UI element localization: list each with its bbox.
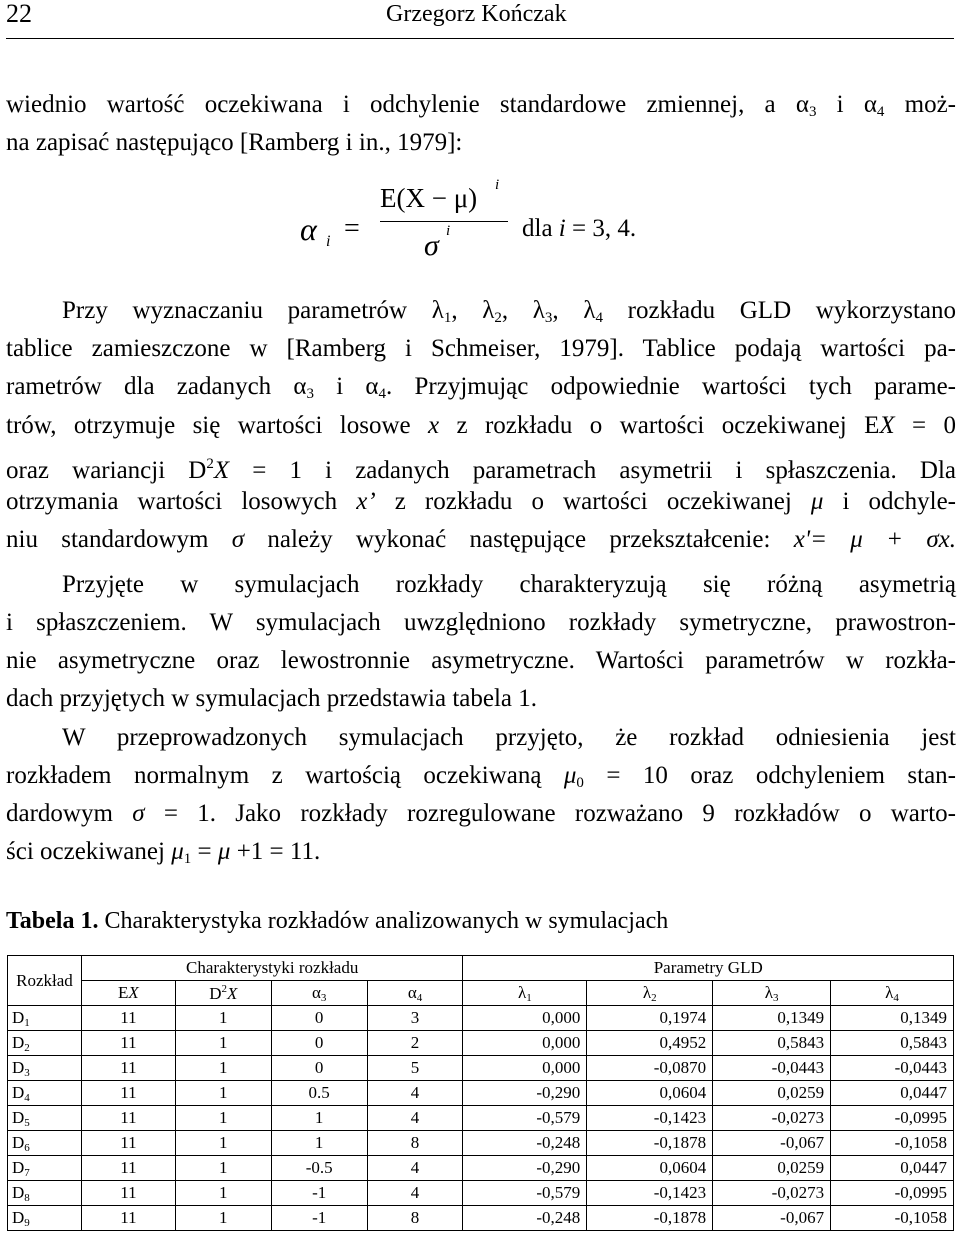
- table-cell: -0,248: [463, 1131, 587, 1156]
- table-cell: -0,1058: [831, 1206, 954, 1231]
- table-cell: -0,0443: [831, 1056, 954, 1081]
- table-cell: 1: [175, 1181, 271, 1206]
- table-cell: 0,0259: [713, 1081, 831, 1106]
- text-line: nie asymetryczne oraz lewostronnie asymetryczne. Wartości parametrów w rozkła-: [6, 647, 956, 674]
- row-label: D6: [8, 1131, 82, 1156]
- table-cell: -0,0870: [587, 1056, 713, 1081]
- table-cell: -0.5: [271, 1156, 367, 1181]
- text-line: dardowym σ = 1. Jako rozkłady rozregulowane rozważano 9 rozkładów o warto-: [6, 800, 957, 827]
- table-cell: 11: [81, 1131, 175, 1156]
- table-cell: 1: [175, 1081, 271, 1106]
- table-cell: 3: [367, 1006, 463, 1031]
- table-cell: -0,0443: [713, 1056, 831, 1081]
- page-number: 22: [6, 0, 32, 28]
- fraction-bar: [380, 221, 508, 222]
- table-cell: -0,0273: [713, 1181, 831, 1206]
- table-cell: 0,0604: [587, 1156, 713, 1181]
- table-cell: 0,000: [463, 1006, 587, 1031]
- header-cell: Rozkład: [8, 956, 82, 1006]
- row-label: D1: [8, 1006, 82, 1031]
- table-caption: Tabela 1. Charakterystyka rozkładów analizowanych w symulacjach: [6, 908, 669, 934]
- table-cell: 0,1349: [713, 1006, 831, 1031]
- row-label: D7: [8, 1156, 82, 1181]
- table-cell: 0: [271, 1006, 367, 1031]
- table-cell: 8: [367, 1206, 463, 1231]
- text-line: i spłaszczeniem. W symulacjach uwzględniono rozkłady symetryczne, prawostron-: [6, 609, 956, 636]
- table-cell: 8: [367, 1131, 463, 1156]
- table-cell: -0,1423: [587, 1106, 713, 1131]
- table-cell: 0,000: [463, 1031, 587, 1056]
- table-cell: 2: [367, 1031, 463, 1056]
- table-cell: 4: [367, 1156, 463, 1181]
- text-line: niu standardowym σ należy wykonać następujące przekształcenie: x'= μ + σx.: [6, 526, 956, 553]
- column-header: α4: [367, 981, 463, 1006]
- table-cell: 1: [271, 1131, 367, 1156]
- table-cell: 1: [175, 1156, 271, 1181]
- table-row: [8, 1081, 954, 1106]
- equation-condition: dla i = 3, 4.: [522, 215, 637, 242]
- table-cell: 0,5843: [831, 1031, 954, 1056]
- header-cell: Charakterystyki rozkładu: [81, 956, 462, 981]
- table-cell: 11: [81, 1106, 175, 1131]
- table-row: [8, 1131, 954, 1156]
- table-cell: 0,0259: [713, 1156, 831, 1181]
- page-header: [6, 0, 956, 40]
- row-label: D9: [8, 1206, 82, 1231]
- text-line: trów, otrzymuje się wartości losowe x z rozkładu o wartości oczekiwanej EX = 0: [6, 412, 956, 439]
- equation-denominator: σ: [424, 229, 439, 262]
- row-label: D2: [8, 1031, 82, 1056]
- text-line: wiednio wartość oczekiwana i odchylenie standardowe zmiennej, a $\alpha_3$ i $\alpha_4$ moż-: [6, 91, 956, 120]
- column-header: α3: [271, 981, 367, 1006]
- text-line: Przyjęte w symulacjach rozkłady charakteryzują się różną asymetrią: [62, 571, 956, 598]
- table-row: [8, 1156, 954, 1181]
- table-cell: 0,4952: [587, 1031, 713, 1056]
- table-cell: 0,0447: [831, 1081, 954, 1106]
- parameters-table: [7, 955, 954, 1231]
- row-label: D8: [8, 1181, 82, 1206]
- column-header: EX: [81, 981, 175, 1006]
- table-cell: 11: [81, 1181, 175, 1206]
- table-cell: -0,067: [713, 1206, 831, 1231]
- text-line: Przy wyznaczaniu parametrów $\lambda_1$, $\lambda_2$, $\lambda_3$, $\lambda_4$ rozkładu GLD wykorzystano: [62, 297, 957, 326]
- column-header-row: [8, 981, 954, 1006]
- row-label: D3: [8, 1056, 82, 1081]
- equation: α i = E(X − μ) i σ i dla i = 3, 4.: [300, 177, 637, 262]
- table-cell: 11: [81, 1056, 175, 1081]
- column-header: λ2: [587, 981, 713, 1006]
- table-cell: 0,1974: [587, 1006, 713, 1031]
- table-cell: 0,000: [463, 1056, 587, 1081]
- table-cell: -0,248: [463, 1206, 587, 1231]
- table-cell: -0,579: [463, 1106, 587, 1131]
- table-cell: 1: [175, 1206, 271, 1231]
- text-line: dach przyjętych w symulacjach przedstawia tabela 1.: [6, 685, 538, 712]
- table-cell: 11: [81, 1081, 175, 1106]
- equation-numerator: E(X − μ): [380, 183, 478, 213]
- table-cell: -0,579: [463, 1181, 587, 1206]
- row-label: D4: [8, 1081, 82, 1106]
- table-cell: 0,0604: [587, 1081, 713, 1106]
- table-cell: 1: [175, 1006, 271, 1031]
- table-cell: 1: [175, 1031, 271, 1056]
- table-row: [8, 1056, 954, 1081]
- table-row: [8, 1006, 954, 1031]
- table-cell: 1: [175, 1056, 271, 1081]
- table-cell: 0: [271, 1056, 367, 1081]
- table-cell: 11: [81, 1156, 175, 1181]
- table-cell: 1: [175, 1131, 271, 1156]
- table-cell: 4: [367, 1106, 463, 1131]
- running-head: Grzegorz Kończak: [386, 1, 567, 27]
- table-cell: -1: [271, 1181, 367, 1206]
- table-row: [8, 1181, 954, 1206]
- table-cell: 4: [367, 1081, 463, 1106]
- table-cell: -0,1058: [831, 1131, 954, 1156]
- table-cell: -0,290: [463, 1081, 587, 1106]
- table-cell: 4: [367, 1181, 463, 1206]
- table-cell: -0,1423: [587, 1181, 713, 1206]
- text-line: rozkładem normalnym z wartością oczekiwaną $\mu_0 = 10$ oraz odchyleniem stan-: [6, 762, 956, 791]
- column-header: $D^2X$: [175, 981, 271, 1006]
- table-cell: 0,5843: [713, 1031, 831, 1056]
- header-cell: Parametry GLD: [463, 956, 954, 981]
- text-line: W przeprowadzonych symulacjach przyjęto, że rozkład odniesienia jest: [62, 724, 956, 751]
- column-header: λ4: [831, 981, 954, 1006]
- table-cell: 11: [81, 1206, 175, 1231]
- table-cell: -0,0995: [831, 1106, 954, 1131]
- table-cell: -0,1878: [587, 1206, 713, 1231]
- text-line: oraz wariancji $D^2X = 1$ i zadanych parametrach asymetrii i spłaszczenia. Dla: [6, 456, 957, 484]
- column-header: λ3: [713, 981, 831, 1006]
- table-cell: 11: [81, 1031, 175, 1056]
- text-line: tablice zamieszczone w [Ramberg i Schmeiser, 1979]. Tablice podają wartości pa-: [6, 335, 956, 362]
- table-cell: -1: [271, 1206, 367, 1231]
- table-cell: 0.5: [271, 1081, 367, 1106]
- table-cell: -0,1878: [587, 1131, 713, 1156]
- table-cell: 1: [175, 1106, 271, 1131]
- column-header: λ1: [463, 981, 587, 1006]
- text-line: otrzymania wartości losowych x’ z rozkładu o wartości oczekiwanej μ i odchyle-: [6, 488, 957, 515]
- table-cell: -0,067: [713, 1131, 831, 1156]
- table-cell: 5: [367, 1056, 463, 1081]
- table-cell: 1: [271, 1106, 367, 1131]
- table-cell: -0,290: [463, 1156, 587, 1181]
- header-rule: [6, 38, 954, 39]
- text-line: na zapisać następująco [Ramberg i in., 1979]:: [6, 129, 463, 156]
- row-label: D5: [8, 1106, 82, 1131]
- table-cell: 11: [81, 1006, 175, 1031]
- table-cell: -0,0273: [713, 1106, 831, 1131]
- table-cell: 0,1349: [831, 1006, 954, 1031]
- table-row: [8, 1106, 954, 1131]
- table-row: [8, 1031, 954, 1056]
- table-cell: 0: [271, 1031, 367, 1056]
- text-line: rametrów dla zadanych $\alpha_3$ i $\alpha_4$. Przyjmując odpowiednie wartości tych parame-: [6, 373, 956, 402]
- text-line: ści oczekiwanej $\mu_1 = \mu +1 = 11$.: [6, 838, 321, 867]
- table-cell: 0,0447: [831, 1156, 954, 1181]
- table-row: [8, 1206, 954, 1231]
- table-cell: -0,0995: [831, 1181, 954, 1206]
